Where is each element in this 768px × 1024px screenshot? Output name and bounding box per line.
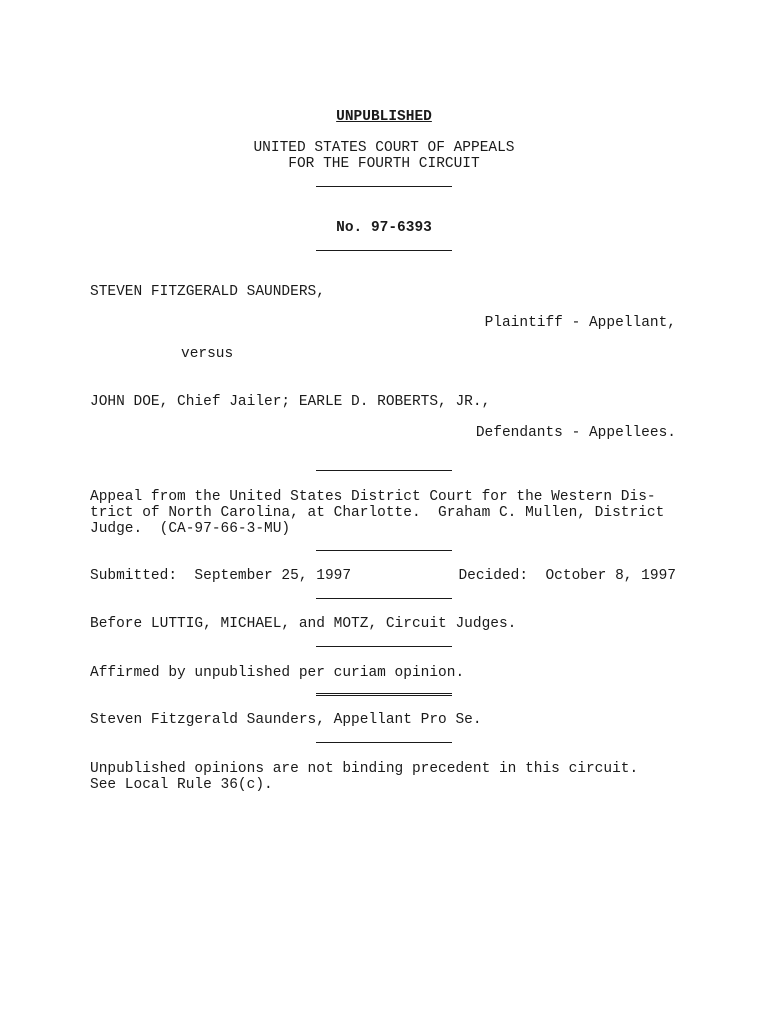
notice-line: Unpublished opinions are not binding precedent in this circuit. <box>90 761 639 777</box>
defendant-role: Defendants - Appellees. <box>475 425 676 441</box>
court-name-line1: UNITED STATES COURT OF APPEALS <box>253 140 515 156</box>
defendant-names: JOHN DOE, Chief Jailer; EARLE D. ROBERTS, JR., <box>90 394 491 410</box>
appeal-line: Appeal from the United States District Court for the Western Dis- <box>90 489 656 505</box>
appeal-line: Judge. (CA-97-66-3-MU) <box>90 521 291 537</box>
divider-rule <box>316 470 452 471</box>
counsel: Steven Fitzgerald Saunders, Appellant Pro Se. <box>90 712 482 728</box>
double-divider-rule <box>316 693 452 696</box>
divider-rule <box>316 598 452 599</box>
panel-judges: Before LUTTIG, MICHAEL, and MOTZ, Circuit Judges. <box>90 616 517 632</box>
plaintiff-role: Plaintiff - Appellant, <box>484 315 676 331</box>
publication-status: UNPUBLISHED <box>336 109 432 125</box>
notice-line: See Local Rule 36(c). <box>90 777 273 793</box>
divider-rule <box>316 742 452 743</box>
decided-date: Decided: October 8, 1997 <box>458 568 676 584</box>
divider-rule <box>316 646 452 647</box>
divider-rule <box>316 186 452 187</box>
disposition: Affirmed by unpublished per curiam opinion. <box>90 665 465 681</box>
divider-rule <box>316 250 452 251</box>
precedent-notice <box>90 761 680 793</box>
submitted-date: Submitted: September 25, 1997 <box>90 568 352 584</box>
plaintiff-name: STEVEN FITZGERALD SAUNDERS, <box>90 284 325 300</box>
divider-rule <box>316 550 452 551</box>
court-name-line2: FOR THE FOURTH CIRCUIT <box>288 156 480 172</box>
versus-label: versus <box>181 346 234 362</box>
appeal-line: trict of North Carolina, at Charlotte. Graham C. Mullen, District <box>90 505 665 521</box>
case-number: No. 97-6393 <box>336 220 432 236</box>
appeal-description <box>90 489 680 537</box>
dates-row <box>90 568 676 584</box>
